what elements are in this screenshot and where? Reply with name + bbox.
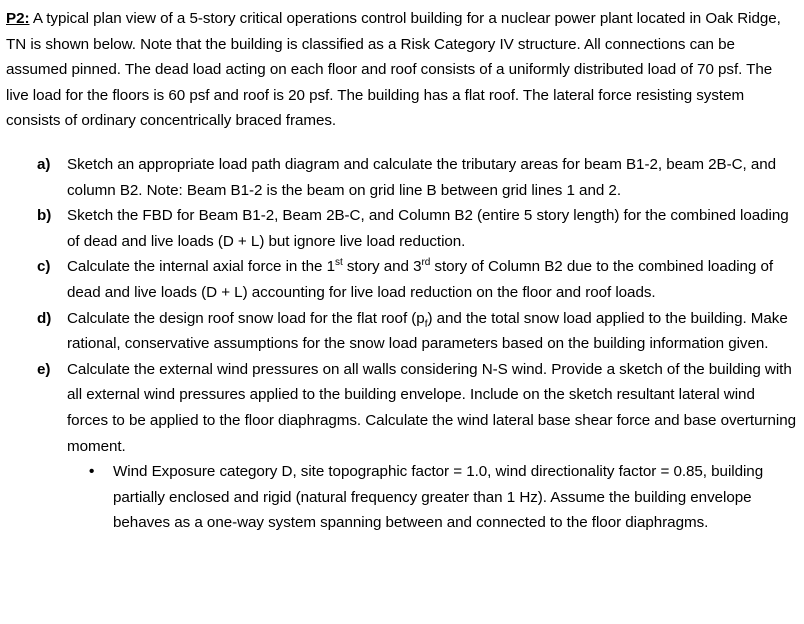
part-e-bullet-list xyxy=(67,459,798,536)
part-a-text: Sketch an appropriate load path diagram and calculate the tributary areas for beam B1-2, beam 2B-C, and column B2. Note: Beam B1-2 is the beam on grid line B between grid lines 1 and 2. xyxy=(67,155,777,199)
part-c xyxy=(6,254,798,305)
part-d-subscript-f: f xyxy=(424,318,428,330)
part-d-text-1: Calculate the design roof snow load for the flat roof (p xyxy=(67,309,425,327)
part-a xyxy=(6,152,798,203)
list-item xyxy=(67,459,798,536)
part-c-text-1: Calculate the internal axial force in the 1 xyxy=(67,258,336,276)
part-d-text-2: ) and the total snow load applied to the building. Make rational, conservative assumptions for the snow load parameters based on the building information given. xyxy=(67,309,788,353)
part-a-label: a) xyxy=(37,155,51,173)
part-e-label: e) xyxy=(37,360,51,378)
part-e xyxy=(6,357,798,536)
part-c-text-2: story and 3 xyxy=(342,258,422,276)
problem-number: P2: xyxy=(6,10,30,27)
bullet-icon: • xyxy=(89,463,95,481)
part-d xyxy=(6,306,798,357)
part-c-superscript-rd: rd xyxy=(421,257,431,269)
part-b-text: Sketch the FBD for Beam B1-2, Beam 2B-C, and Column B2 (entire 5 story length) for the combined loading of dead and live loads (D + L) but ignore live load reduction. xyxy=(67,207,789,250)
part-c-label: c) xyxy=(37,258,51,276)
problem-parts-list xyxy=(6,152,798,536)
bullet-text: Wind Exposure category D, site topographic factor = 1.0, wind directionality factor = 0.85, building partially enclosed and rigid (natural frequency greater than 1 Hz). Assume the building envelope behaves as a one-way system spanning between and connected to the floor diaphragms. xyxy=(113,463,764,532)
part-e-text: Calculate the external wind pressures on all walls considering N-S wind. Provide a sketch of the building with all external wind pressures applied to the building envelope. Include on the sketch resultant lateral wind forces to be applied to the floor diaphragms. Calculate the wind lateral base shear force and base overturning moment. xyxy=(67,360,797,455)
part-d-label: d) xyxy=(37,309,52,327)
part-c-text-3: story of Column B2 due to the combined loading of dead and live loads (D + L) accounting for live load reduction on the floor and roof loads. xyxy=(67,258,774,301)
problem-statement xyxy=(6,6,798,134)
problem-intro-text: A typical plan view of a 5-story critical operations control building for a nuclear power plant located in Oak Ridge, TN is shown below. Note that the building is classified as a Risk Category IV structure. All connections can be assumed pinned. The dead load acting on each floor and roof consists of a uniformly distributed load of 70 psf. The live load for the floors is 60 psf and roof is 20 psf. The building has a flat roof. The lateral force resisting system consists of ordinary concentrically braced frames. xyxy=(6,10,781,130)
part-c-superscript-st: st xyxy=(335,257,343,269)
part-b-label: b) xyxy=(37,207,52,225)
document-page xyxy=(6,6,798,536)
part-b xyxy=(6,203,798,254)
